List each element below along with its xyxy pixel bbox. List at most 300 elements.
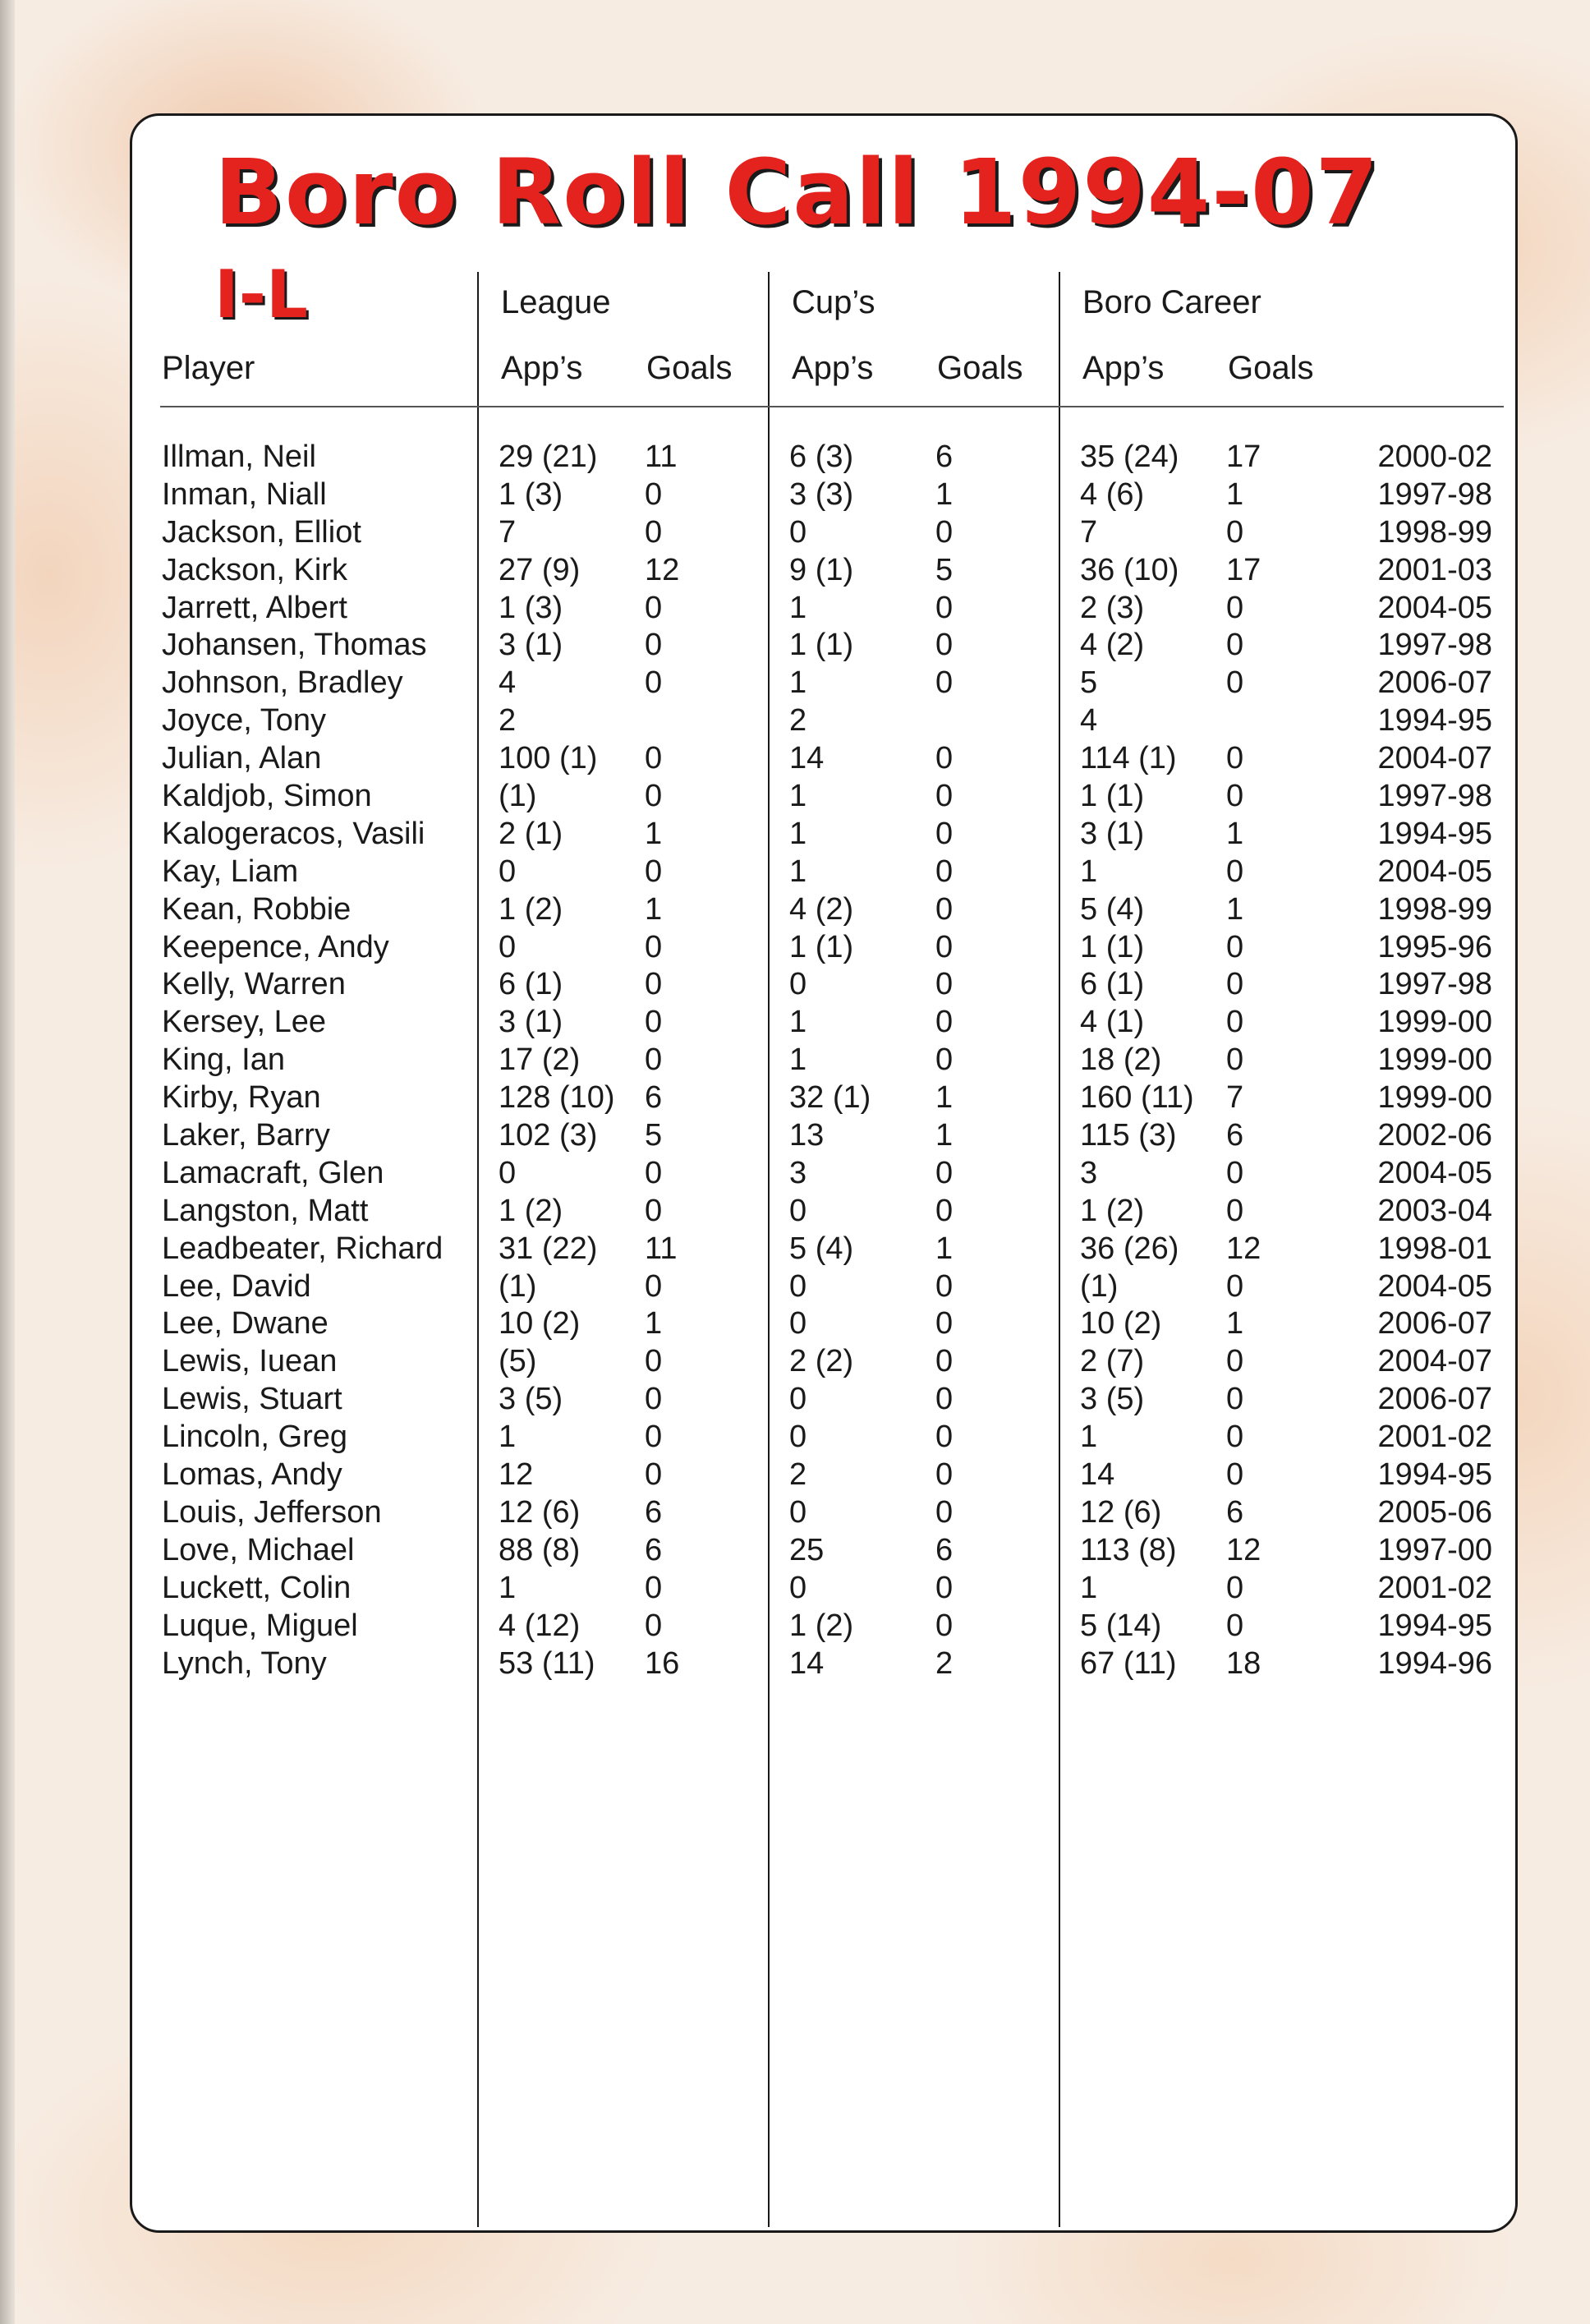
cup-apps: 6 (3) xyxy=(789,439,854,474)
career-apps: 1 xyxy=(1080,854,1098,889)
league-goals: 0 xyxy=(645,1155,663,1190)
cup-goals: 0 xyxy=(935,1382,954,1417)
career-apps: 4 (2) xyxy=(1080,628,1145,663)
cup-goals: 1 xyxy=(935,1080,954,1116)
career-years: 2004-07 xyxy=(1377,741,1492,776)
league-apps: 0 xyxy=(499,1155,517,1190)
league-goals: 0 xyxy=(645,929,663,964)
section-letters: I-L xyxy=(214,256,308,333)
career-years: 1997-98 xyxy=(1377,779,1492,814)
league-goals: 0 xyxy=(645,476,663,512)
page-spine-shadow xyxy=(0,0,15,2324)
league-goals: 6 xyxy=(645,1080,663,1116)
league-apps: 2 (1) xyxy=(499,816,563,851)
player-name: Jackson, Kirk xyxy=(162,552,347,587)
league-apps: 53 (11) xyxy=(499,1645,595,1681)
table-row xyxy=(162,476,1492,514)
cup-apps: 0 xyxy=(789,1420,807,1455)
cup-apps: 1 xyxy=(789,1042,807,1078)
player-name: Illman, Neil xyxy=(162,439,316,474)
career-years: 2005-06 xyxy=(1377,1494,1492,1530)
league-apps: 12 xyxy=(499,1457,534,1493)
career-years: 2004-05 xyxy=(1377,854,1492,889)
cup-apps: 0 xyxy=(789,1382,807,1417)
league-apps: 1 (3) xyxy=(499,476,563,512)
career-apps: 1 (1) xyxy=(1080,929,1145,964)
career-goals: 6 xyxy=(1226,1118,1244,1153)
cup-apps: 4 (2) xyxy=(789,891,854,927)
cup-apps: 2 xyxy=(789,703,807,739)
table-row xyxy=(162,1457,1492,1494)
league-goals: 16 xyxy=(645,1645,680,1681)
career-apps: 4 (6) xyxy=(1080,476,1145,512)
table-row xyxy=(162,1042,1492,1079)
career-goals: 0 xyxy=(1226,1344,1244,1379)
league-goals: 0 xyxy=(645,1382,663,1417)
league-goals: 6 xyxy=(645,1494,663,1530)
career-years: 1997-98 xyxy=(1377,476,1492,512)
cup-apps: 13 xyxy=(789,1118,825,1153)
player-name: Kean, Robbie xyxy=(162,891,352,927)
cup-goals: 5 xyxy=(935,552,954,587)
cup-goals: 1 xyxy=(935,476,954,512)
header-league-goals: Goals xyxy=(646,350,733,386)
career-years: 2004-05 xyxy=(1377,1268,1492,1304)
career-apps: 6 (1) xyxy=(1080,967,1145,1002)
cup-goals: 0 xyxy=(935,514,954,550)
cup-apps: 1 xyxy=(789,590,807,625)
career-years: 1995-96 xyxy=(1377,929,1492,964)
league-goals: 0 xyxy=(645,514,663,550)
league-apps: 3 (5) xyxy=(499,1382,563,1417)
player-name: Lewis, Iuean xyxy=(162,1344,338,1379)
player-name: Kaldjob, Simon xyxy=(162,779,372,814)
table-row xyxy=(162,1343,1492,1381)
player-name: Lamacraft, Glen xyxy=(162,1155,384,1190)
player-name: Jackson, Elliot xyxy=(162,514,361,550)
cup-goals: 0 xyxy=(935,1005,954,1040)
league-apps: 29 (21) xyxy=(499,439,598,474)
career-apps: 5 (4) xyxy=(1080,891,1145,927)
league-goals: 0 xyxy=(645,628,663,663)
league-goals: 0 xyxy=(645,1608,663,1643)
cup-apps: 0 xyxy=(789,1494,807,1530)
league-goals: 12 xyxy=(645,552,680,587)
cup-goals: 0 xyxy=(935,665,954,701)
career-apps: 36 (26) xyxy=(1080,1231,1179,1266)
cup-apps: 1 (1) xyxy=(789,628,854,663)
table-row xyxy=(162,778,1492,816)
career-goals: 0 xyxy=(1226,1193,1244,1228)
career-apps: 113 (8) xyxy=(1080,1532,1177,1567)
cup-goals: 0 xyxy=(935,1042,954,1078)
cup-goals: 0 xyxy=(935,1193,954,1228)
league-apps: (1) xyxy=(499,1268,537,1304)
player-name: Kirby, Ryan xyxy=(162,1080,321,1116)
table-row xyxy=(162,929,1492,967)
career-goals: 0 xyxy=(1226,1042,1244,1078)
career-apps: 12 (6) xyxy=(1080,1494,1162,1530)
league-apps: 4 xyxy=(499,665,517,701)
career-apps: 2 (3) xyxy=(1080,590,1145,625)
table-row xyxy=(162,590,1492,628)
career-goals: 1 xyxy=(1226,891,1244,927)
cup-apps: 1 xyxy=(789,1005,807,1040)
career-goals: 0 xyxy=(1226,665,1244,701)
header-league-apps: App’s xyxy=(501,350,583,386)
career-apps: 2 (7) xyxy=(1080,1344,1145,1379)
table-row xyxy=(162,665,1492,702)
cup-goals: 0 xyxy=(935,1420,954,1455)
career-goals: 17 xyxy=(1226,552,1261,587)
player-name: Langston, Matt xyxy=(162,1193,369,1228)
cup-apps: 1 xyxy=(789,779,807,814)
player-name: Kay, Liam xyxy=(162,854,299,889)
league-apps: 1 (2) xyxy=(499,1193,563,1228)
table-row xyxy=(162,740,1492,778)
player-name: Laker, Barry xyxy=(162,1118,330,1153)
cup-goals: 0 xyxy=(935,816,954,851)
cup-goals: 0 xyxy=(935,1494,954,1530)
player-name: Lynch, Tony xyxy=(162,1645,327,1681)
career-apps: 3 (1) xyxy=(1080,816,1145,851)
career-goals: 0 xyxy=(1226,514,1244,550)
table-row xyxy=(162,1117,1492,1155)
league-goals: 0 xyxy=(645,1457,663,1493)
table-row xyxy=(162,1645,1492,1683)
player-name: Lewis, Stuart xyxy=(162,1382,342,1417)
career-apps: 18 (2) xyxy=(1080,1042,1162,1078)
league-goals: 0 xyxy=(645,1268,663,1304)
league-goals: 1 xyxy=(645,1306,663,1341)
player-name: Johnson, Bradley xyxy=(162,665,403,701)
cup-goals: 6 xyxy=(935,439,954,474)
career-apps: 36 (10) xyxy=(1080,552,1179,587)
career-apps: 14 xyxy=(1080,1457,1115,1493)
career-goals: 0 xyxy=(1226,1420,1244,1455)
career-years: 1998-99 xyxy=(1377,514,1492,550)
career-apps: 114 (1) xyxy=(1080,741,1177,776)
career-years: 2006-07 xyxy=(1377,665,1492,701)
career-apps: 3 (5) xyxy=(1080,1382,1145,1417)
player-name: Love, Michael xyxy=(162,1532,355,1567)
header-cups: Cup’s xyxy=(792,284,875,320)
cup-apps: 0 xyxy=(789,1268,807,1304)
league-goals: 0 xyxy=(645,854,663,889)
career-goals: 0 xyxy=(1226,1268,1244,1304)
league-goals: 0 xyxy=(645,1042,663,1078)
league-apps: (5) xyxy=(499,1344,537,1379)
career-goals: 7 xyxy=(1226,1080,1244,1116)
player-name: King, Ian xyxy=(162,1042,285,1078)
cup-goals: 0 xyxy=(935,929,954,964)
career-apps: 4 (1) xyxy=(1080,1005,1145,1040)
player-name: Jarrett, Albert xyxy=(162,590,347,625)
player-name: Julian, Alan xyxy=(162,741,322,776)
table-row xyxy=(162,702,1492,740)
player-name: Luque, Miguel xyxy=(162,1608,358,1643)
page-title: Boro Roll Call 1994-07 xyxy=(214,140,1381,245)
career-years: 1999-00 xyxy=(1377,1042,1492,1078)
career-apps: 160 (11) xyxy=(1080,1080,1194,1116)
league-apps: 88 (8) xyxy=(499,1532,581,1567)
career-apps: 1 (2) xyxy=(1080,1193,1145,1228)
league-apps: 3 (1) xyxy=(499,1005,563,1040)
league-goals: 5 xyxy=(645,1118,663,1153)
career-goals: 0 xyxy=(1226,1005,1244,1040)
table-row xyxy=(162,966,1492,1004)
player-name: Kalogeracos, Vasili xyxy=(162,816,425,851)
header-career-goals: Goals xyxy=(1228,350,1314,386)
table-row xyxy=(162,1570,1492,1608)
career-goals: 0 xyxy=(1226,590,1244,625)
career-years: 1998-99 xyxy=(1377,891,1492,927)
cup-apps: 1 (1) xyxy=(789,929,854,964)
player-name: Kelly, Warren xyxy=(162,967,346,1002)
league-goals: 0 xyxy=(645,665,663,701)
cup-goals: 0 xyxy=(935,779,954,814)
player-table xyxy=(162,439,1492,1682)
cup-goals: 0 xyxy=(935,967,954,1002)
cup-apps: 2 xyxy=(789,1457,807,1493)
league-apps: 27 (9) xyxy=(499,552,581,587)
table-row xyxy=(162,552,1492,590)
league-apps: (1) xyxy=(499,779,537,814)
career-years: 1999-00 xyxy=(1377,1080,1492,1116)
league-apps: 3 (1) xyxy=(499,628,563,663)
league-apps: 4 (12) xyxy=(499,1608,581,1643)
header-career-apps: App’s xyxy=(1082,350,1165,386)
league-goals: 0 xyxy=(645,741,663,776)
league-apps: 1 (3) xyxy=(499,590,563,625)
cup-apps: 14 xyxy=(789,741,825,776)
cup-apps: 0 xyxy=(789,1570,807,1605)
cup-goals: 2 xyxy=(935,1645,954,1681)
cup-apps: 9 (1) xyxy=(789,552,854,587)
career-years: 1994-95 xyxy=(1377,1457,1492,1493)
career-goals: 1 xyxy=(1226,476,1244,512)
table-row xyxy=(162,1419,1492,1457)
table-row xyxy=(162,1608,1492,1645)
cup-apps: 1 (2) xyxy=(789,1608,854,1643)
cup-apps: 3 xyxy=(789,1155,807,1190)
career-goals: 0 xyxy=(1226,1382,1244,1417)
cup-apps: 1 xyxy=(789,854,807,889)
career-years: 2004-05 xyxy=(1377,1155,1492,1190)
career-apps: 7 xyxy=(1080,514,1098,550)
career-years: 1994-96 xyxy=(1377,1645,1492,1681)
league-apps: 0 xyxy=(499,854,517,889)
cup-goals: 0 xyxy=(935,1608,954,1643)
cup-apps: 0 xyxy=(789,514,807,550)
career-goals: 0 xyxy=(1226,1155,1244,1190)
cup-goals: 0 xyxy=(935,1570,954,1605)
table-row xyxy=(162,514,1492,552)
career-years: 2006-07 xyxy=(1377,1306,1492,1341)
league-goals: 0 xyxy=(645,967,663,1002)
table-row xyxy=(162,1532,1492,1570)
table-row xyxy=(162,1231,1492,1268)
table-row xyxy=(162,627,1492,665)
career-apps: 5 (14) xyxy=(1080,1608,1162,1643)
player-name: Louis, Jefferson xyxy=(162,1494,382,1530)
cup-goals: 0 xyxy=(935,1457,954,1493)
league-apps: 12 (6) xyxy=(499,1494,581,1530)
career-years: 2006-07 xyxy=(1377,1382,1492,1417)
cup-apps: 0 xyxy=(789,1306,807,1341)
career-years: 1994-95 xyxy=(1377,1608,1492,1643)
league-goals: 11 xyxy=(645,439,678,474)
table-row xyxy=(162,439,1492,476)
career-years: 1998-01 xyxy=(1377,1231,1492,1266)
career-years: 2000-02 xyxy=(1377,439,1492,474)
league-goals: 0 xyxy=(645,1193,663,1228)
table-row xyxy=(162,1305,1492,1343)
player-name: Lee, Dwane xyxy=(162,1306,329,1341)
table-row xyxy=(162,1193,1492,1231)
career-years: 1994-95 xyxy=(1377,703,1492,739)
career-goals: 0 xyxy=(1226,1608,1244,1643)
career-goals: 0 xyxy=(1226,929,1244,964)
league-apps: 1 (2) xyxy=(499,891,563,927)
league-goals: 0 xyxy=(645,1005,663,1040)
player-name: Lee, David xyxy=(162,1268,311,1304)
cup-apps: 25 xyxy=(789,1532,825,1567)
cup-goals: 1 xyxy=(935,1118,954,1153)
career-years: 2004-07 xyxy=(1377,1344,1492,1379)
cup-goals: 0 xyxy=(935,1268,954,1304)
player-name: Leadbeater, Richard xyxy=(162,1231,443,1266)
career-apps: 10 (2) xyxy=(1080,1306,1162,1341)
header-league: League xyxy=(501,284,611,320)
league-goals: 0 xyxy=(645,1420,663,1455)
league-goals: 0 xyxy=(645,1570,663,1605)
league-apps: 1 xyxy=(499,1420,517,1455)
career-years: 1997-98 xyxy=(1377,628,1492,663)
career-years: 2002-06 xyxy=(1377,1118,1492,1153)
cup-goals: 1 xyxy=(935,1231,954,1266)
table-row xyxy=(162,891,1492,929)
table-row xyxy=(162,854,1492,891)
career-years: 1999-00 xyxy=(1377,1005,1492,1040)
table-row xyxy=(162,1381,1492,1419)
career-apps: 1 xyxy=(1080,1570,1098,1605)
cup-goals: 0 xyxy=(935,628,954,663)
table-row xyxy=(162,1268,1492,1306)
league-apps: 31 (22) xyxy=(499,1231,598,1266)
cup-apps: 0 xyxy=(789,1193,807,1228)
cup-goals: 0 xyxy=(935,1306,954,1341)
league-goals: 6 xyxy=(645,1532,663,1567)
career-years: 2001-02 xyxy=(1377,1420,1492,1455)
player-name: Inman, Niall xyxy=(162,476,327,512)
cup-goals: 6 xyxy=(935,1532,954,1567)
player-name: Lomas, Andy xyxy=(162,1457,342,1493)
career-years: 1994-95 xyxy=(1377,816,1492,851)
career-apps: 1 (1) xyxy=(1080,779,1145,814)
career-years: 2001-03 xyxy=(1377,552,1492,587)
career-years: 1997-00 xyxy=(1377,1532,1492,1567)
career-apps: 4 xyxy=(1080,703,1098,739)
league-goals: 1 xyxy=(645,891,663,927)
career-goals: 1 xyxy=(1226,816,1244,851)
cup-goals: 0 xyxy=(935,741,954,776)
career-goals: 0 xyxy=(1226,1570,1244,1605)
league-apps: 128 (10) xyxy=(499,1080,615,1116)
cup-apps: 0 xyxy=(789,967,807,1002)
roll-call-panel xyxy=(130,113,1518,2233)
career-goals: 18 xyxy=(1226,1645,1261,1681)
career-goals: 0 xyxy=(1226,967,1244,1002)
league-goals: 0 xyxy=(645,779,663,814)
cup-apps: 14 xyxy=(789,1645,825,1681)
career-goals: 0 xyxy=(1226,741,1244,776)
career-apps: 5 xyxy=(1080,665,1098,701)
player-name: Johansen, Thomas xyxy=(162,628,427,663)
player-name: Joyce, Tony xyxy=(162,703,326,739)
cup-apps: 3 (3) xyxy=(789,476,854,512)
career-years: 2001-02 xyxy=(1377,1570,1492,1605)
career-goals: 0 xyxy=(1226,854,1244,889)
table-row xyxy=(162,1004,1492,1042)
league-goals: 0 xyxy=(645,1344,663,1379)
career-goals: 12 xyxy=(1226,1532,1261,1567)
table-row xyxy=(162,1079,1492,1117)
career-apps: 1 xyxy=(1080,1420,1098,1455)
league-apps: 17 (2) xyxy=(499,1042,581,1078)
league-goals: 11 xyxy=(645,1231,678,1266)
league-apps: 6 (1) xyxy=(499,967,563,1002)
career-goals: 6 xyxy=(1226,1494,1244,1530)
career-apps: 67 (11) xyxy=(1080,1645,1177,1681)
career-goals: 1 xyxy=(1226,1306,1244,1341)
header-rule xyxy=(160,406,1504,407)
career-goals: 0 xyxy=(1226,1457,1244,1493)
career-goals: 0 xyxy=(1226,779,1244,814)
league-apps: 7 xyxy=(499,514,517,550)
player-name: Keepence, Andy xyxy=(162,929,389,964)
player-name: Lincoln, Greg xyxy=(162,1420,348,1455)
cup-goals: 0 xyxy=(935,590,954,625)
header-player: Player xyxy=(162,350,255,386)
career-apps: 3 xyxy=(1080,1155,1098,1190)
career-goals: 17 xyxy=(1226,439,1261,474)
career-goals: 0 xyxy=(1226,628,1244,663)
league-apps: 2 xyxy=(499,703,517,739)
league-apps: 0 xyxy=(499,929,517,964)
player-name: Kersey, Lee xyxy=(162,1005,326,1040)
career-years: 2004-05 xyxy=(1377,590,1492,625)
career-apps: 35 (24) xyxy=(1080,439,1179,474)
table-row xyxy=(162,1155,1492,1193)
player-name: Luckett, Colin xyxy=(162,1570,352,1605)
league-goals: 0 xyxy=(645,590,663,625)
cup-goals: 0 xyxy=(935,891,954,927)
header-cup-goals: Goals xyxy=(937,350,1023,386)
career-apps: (1) xyxy=(1080,1268,1119,1304)
cup-goals: 0 xyxy=(935,1344,954,1379)
league-apps: 10 (2) xyxy=(499,1306,581,1341)
cup-goals: 0 xyxy=(935,854,954,889)
league-goals: 1 xyxy=(645,816,663,851)
league-apps: 1 xyxy=(499,1570,517,1605)
cup-apps: 2 (2) xyxy=(789,1344,854,1379)
league-apps: 100 (1) xyxy=(499,741,598,776)
header-cup-apps: App’s xyxy=(792,350,874,386)
table-row xyxy=(162,816,1492,854)
career-apps: 115 (3) xyxy=(1080,1118,1177,1153)
career-years: 1997-98 xyxy=(1377,967,1492,1002)
